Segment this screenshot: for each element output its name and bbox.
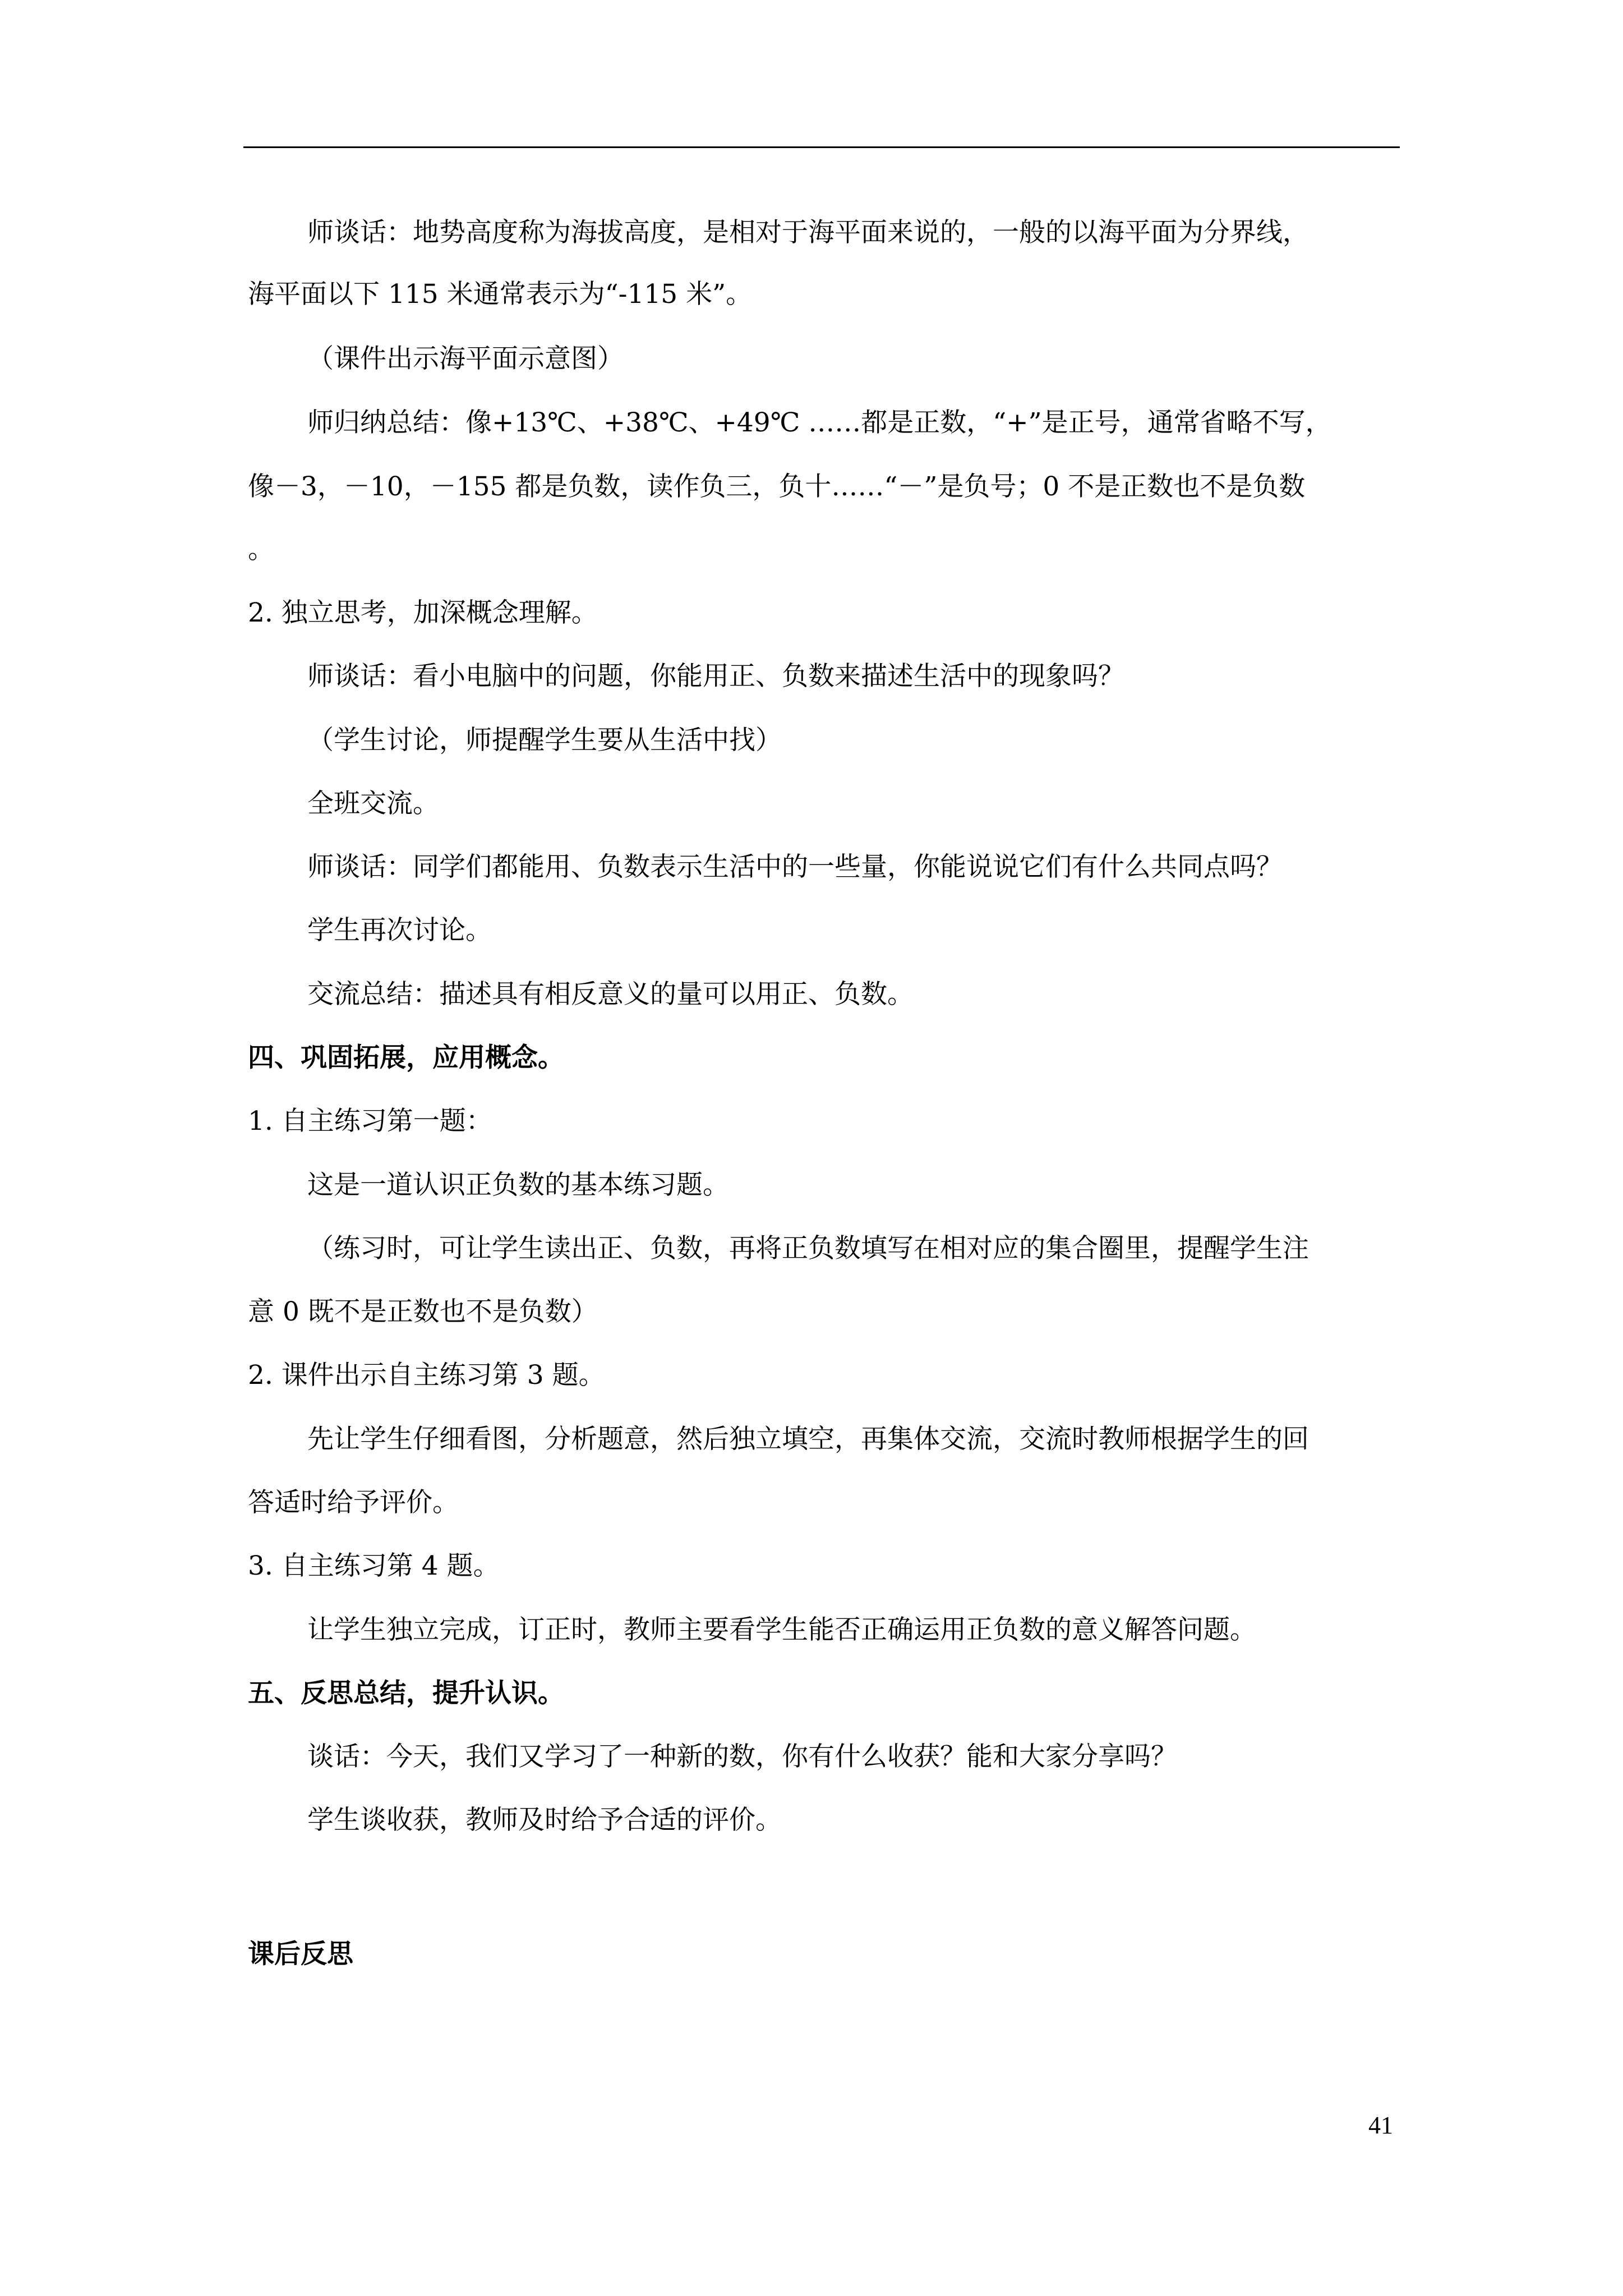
paragraph-line: （练习时，可让学生读出正、负数，再将正负数填写在相对应的集合圈里，提醒学生注 [307, 1233, 1309, 1264]
section-heading: 课后反思 [248, 1939, 353, 1970]
paragraph-line: 师归纳总结：像+13℃、+38℃、+49℃ ……都是正数，“+”是正号，通常省略不写， [307, 407, 1332, 438]
paragraph-line: 师谈话：地势高度称为海拔高度，是相对于海平面来说的，一般的以海平面为分界线， [307, 217, 1309, 248]
paragraph-line: 谈话：今天，我们又学习了一种新的数，你有什么收获？能和大家分享吗？ [307, 1741, 1177, 1772]
paragraph-line: 交流总结：描述具有相反意义的量可以用正、负数。 [307, 979, 914, 1010]
paragraph-line: 意 0 既不是正数也不是负数） [248, 1296, 598, 1327]
header-rule [243, 146, 1400, 148]
paragraph-line: 先让学生仔细看图，分析题意，然后独立填空，再集体交流，交流时教师根据学生的回 [307, 1424, 1309, 1455]
paragraph-line: 海平面以下 115 米通常表示为“-115 米”。 [248, 279, 753, 310]
paragraph-line: 学生谈收获，教师及时给予合适的评价。 [307, 1805, 782, 1835]
paragraph-line: （学生讨论，师提醒学生要从生活中找） [307, 725, 782, 756]
paragraph-line: 。 [248, 534, 274, 565]
numbered-item: 2. 课件出示自主练习第 3 题。 [248, 1360, 605, 1391]
paragraph-line: 师谈话：同学们都能用、负数表示生活中的一些量，你能说说它们有什么共同点吗？ [307, 852, 1283, 882]
paragraph-line: 师谈话：看小电脑中的问题，你能用正、负数来描述生活中的现象吗？ [307, 661, 1124, 692]
paragraph-line: 全班交流。 [307, 788, 439, 819]
numbered-item: 2. 独立思考，加深概念理解。 [248, 597, 598, 628]
numbered-item: 1. 自主练习第一题： [248, 1106, 492, 1137]
paragraph-line: 像－3，－10，－155 都是负数，读作负三，负十……“－”是负号；0 不是正数也不是负数 [248, 471, 1306, 502]
page-number: 41 [1368, 2111, 1393, 2139]
paragraph-line: （课件出示海平面示意图） [307, 343, 624, 374]
section-heading: 五、反思总结，提升认识。 [248, 1678, 564, 1709]
paragraph-line: 学生再次讨论。 [307, 915, 492, 946]
paragraph-line: 这是一道认识正负数的基本练习题。 [307, 1170, 729, 1200]
paragraph-line: 让学生独立完成，订正时，教师主要看学生能否正确运用正负数的意义解答问题。 [307, 1614, 1256, 1645]
paragraph-line: 答适时给予评价。 [248, 1487, 459, 1518]
numbered-item: 3. 自主练习第 4 题。 [248, 1550, 500, 1581]
section-heading: 四、巩固拓展，应用概念。 [248, 1042, 564, 1073]
